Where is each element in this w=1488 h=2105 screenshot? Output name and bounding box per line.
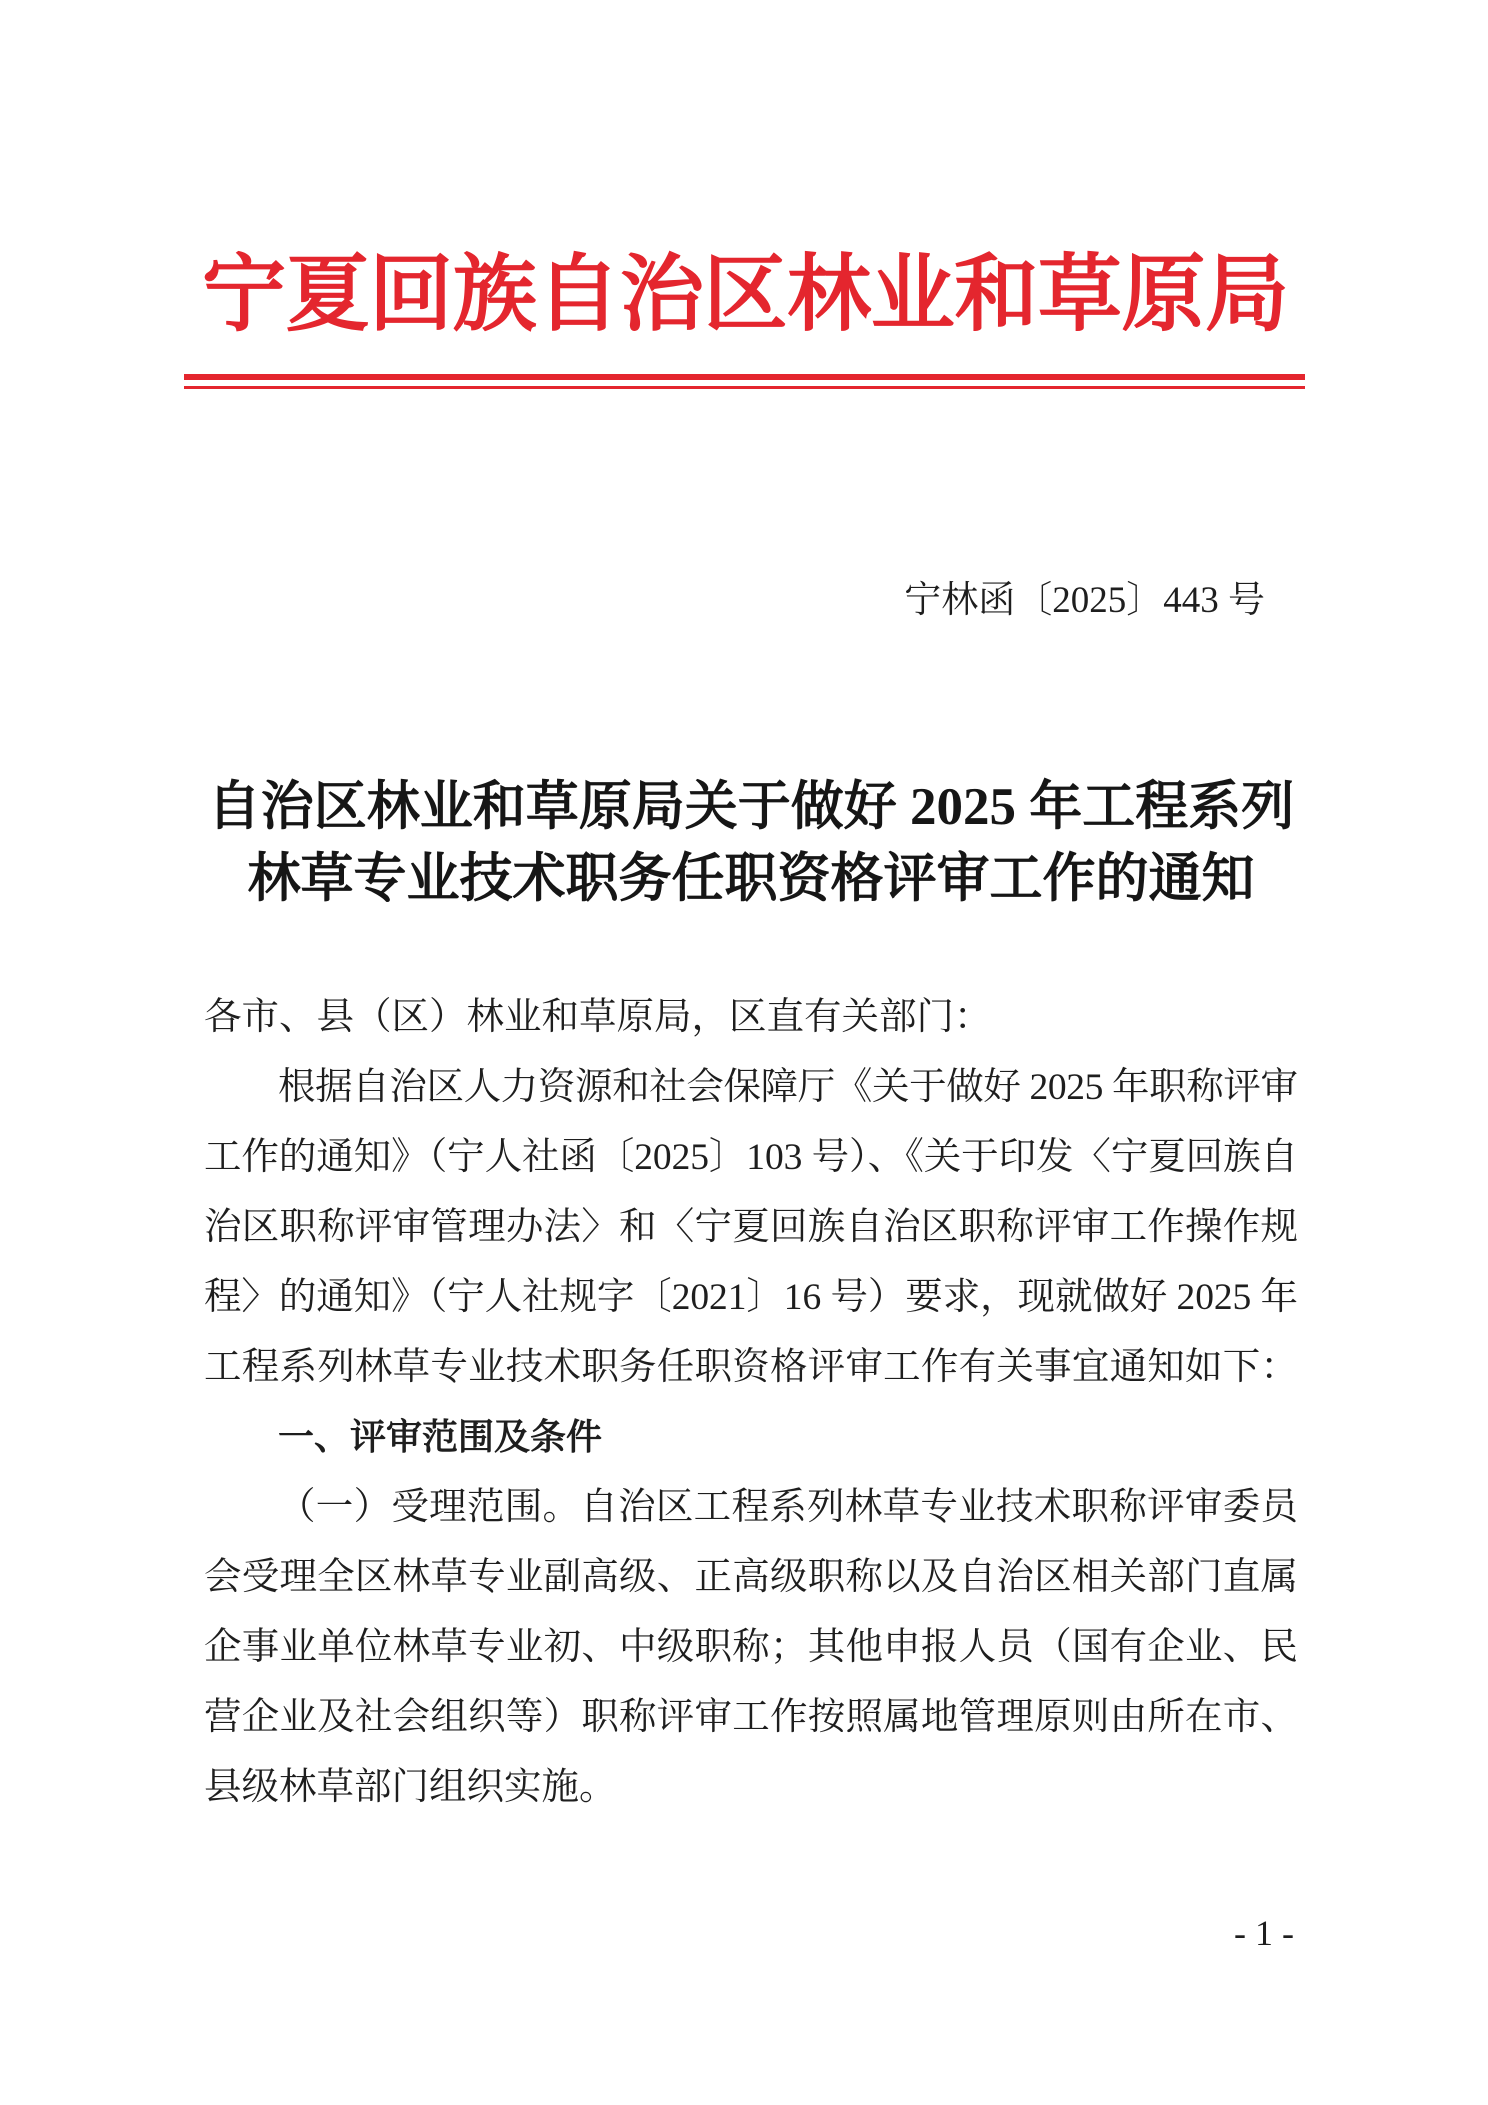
paragraph-line xyxy=(204,1053,1298,1123)
paragraph-line xyxy=(204,1543,1298,1613)
title-line-2: 林草专业技术职务任职资格评审工作的通知 xyxy=(247,850,1255,908)
paragraph-line-text: 工程系列林草专业技术职务任职资格评审工作有关事宜通知如下： xyxy=(204,1347,1299,1388)
agency-letterhead xyxy=(202,246,1289,346)
paragraph-line-text: 县级林草部门组织实施。 xyxy=(204,1767,617,1808)
page-number: - 1 - xyxy=(1234,1913,1294,1953)
document-title xyxy=(204,771,1298,915)
paragraph-line xyxy=(204,1123,1298,1193)
paragraph-line xyxy=(204,1263,1298,1333)
document-number: 宁林函〔2025〕443 号 xyxy=(904,580,1265,621)
letterhead-rule-thick xyxy=(184,374,1305,380)
salutation-text: 各市、县（区）林业和草原局，区直有关部门： xyxy=(204,997,992,1038)
section-heading xyxy=(204,1403,1298,1473)
paragraph-line-text: 会受理全区林草专业副高级、正高级职称以及自治区相关部门直属 xyxy=(204,1557,1299,1598)
section-heading-text: 一、评审范围及条件 xyxy=(278,1417,603,1458)
paragraph-line xyxy=(204,1193,1298,1263)
letterhead-rule-thin xyxy=(184,386,1305,389)
paragraph-line-text: 治区职称评审管理办法〉和〈宁夏回族自治区职称评审工作操作规 xyxy=(204,1207,1299,1248)
paragraph-line-text: 根据自治区人力资源和社会保障厅《关于做好 2025 年职称评审 xyxy=(278,1067,1298,1108)
document-body xyxy=(204,983,1298,1823)
paragraph-line xyxy=(204,1683,1298,1753)
paragraph-line xyxy=(204,1333,1298,1403)
paragraph-line xyxy=(204,1613,1298,1683)
paragraph-line-text: 营企业及社会组织等）职称评审工作按照属地管理原则由所在市、 xyxy=(204,1697,1299,1738)
paragraph-line-text: 程〉的通知》（宁人社规字〔2021〕16 号）要求，现就做好 2025 年 xyxy=(204,1277,1298,1318)
paragraph-line xyxy=(204,1473,1298,1543)
agency-name: 宁夏回族自治区林业和草原局 xyxy=(202,249,1289,342)
paragraph-line xyxy=(204,1753,1298,1823)
paragraph-line-text: 工作的通知》（宁人社函〔2025〕103 号）、《关于印发〈宁夏回族自 xyxy=(204,1137,1298,1178)
title-line-1: 自治区林业和草原局关于做好 2025 年工程系列 xyxy=(207,778,1295,836)
paragraph-line-text: （一）受理范围。自治区工程系列林草专业技术职称评审委员 xyxy=(278,1487,1299,1528)
salutation xyxy=(204,983,1298,1053)
paragraph-line-text: 企事业单位林草专业初、中级职称；其他申报人员（国有企业、民 xyxy=(204,1627,1299,1668)
